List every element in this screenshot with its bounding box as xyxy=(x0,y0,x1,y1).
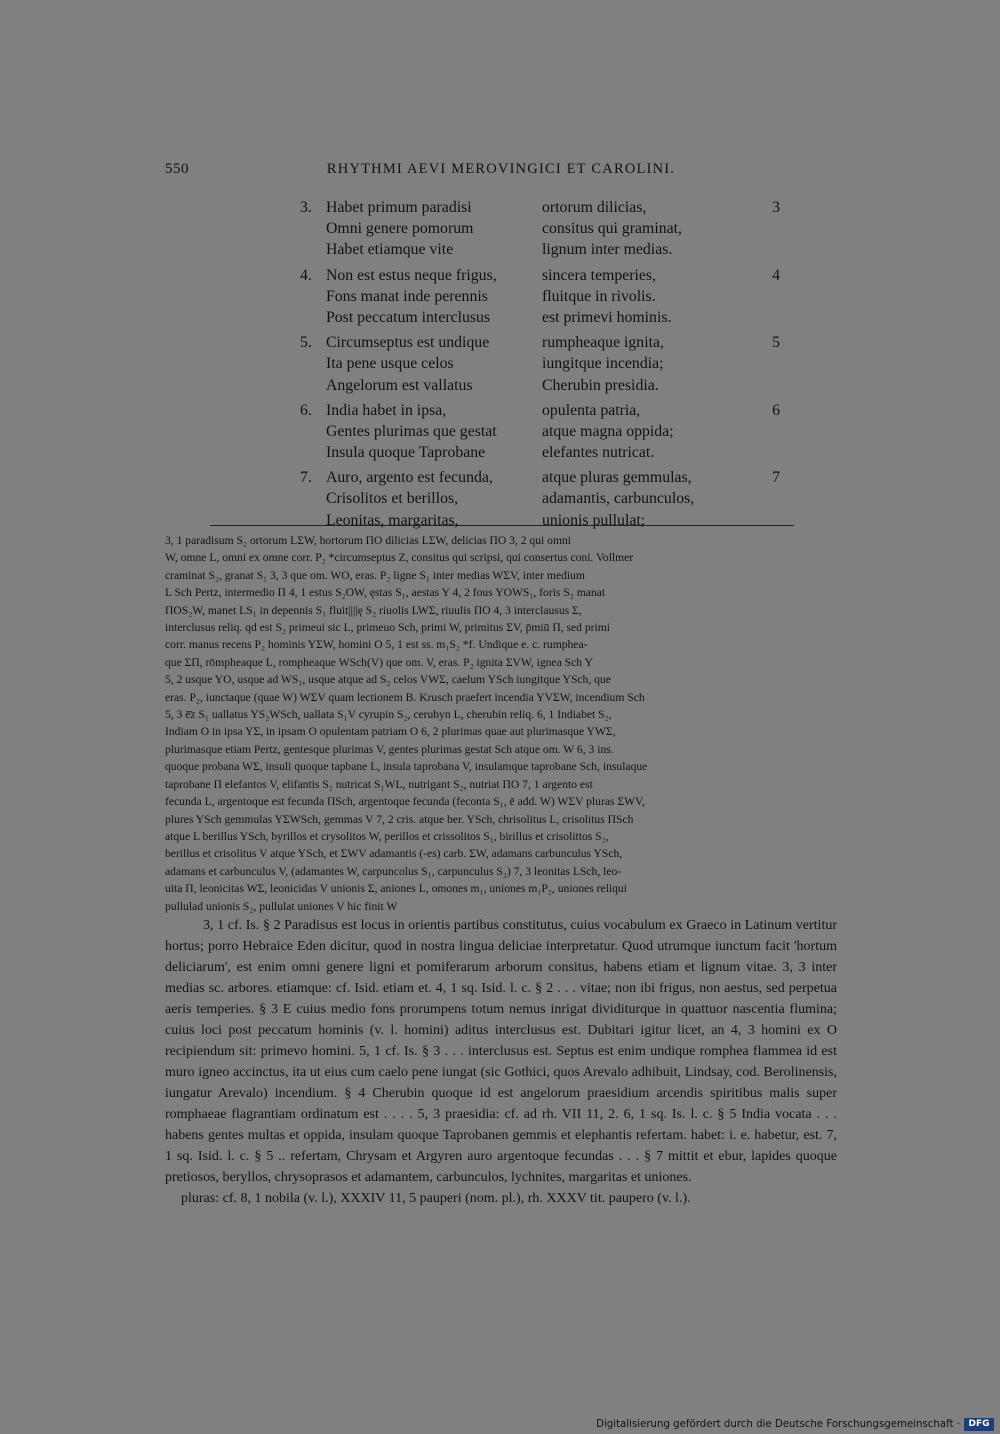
apparatus-line: plurimasque etiam Pertz, gentesque plurimas V, gentes plurimas gestat Sch atque om. W 6, 3 ins. xyxy=(165,742,614,756)
margin-stanza-number xyxy=(752,510,780,531)
verse-right-half: atque pluras gemmulas, xyxy=(542,469,692,487)
commentary xyxy=(165,915,837,1209)
margin-stanza-number xyxy=(752,375,780,396)
margin-stanza-number: 4 xyxy=(772,266,780,284)
verse-left-half: Fons manat inde perennis xyxy=(326,287,488,305)
margin-stanza-number xyxy=(752,239,780,260)
stanza xyxy=(300,197,780,261)
stanza-number: 4. xyxy=(300,266,312,284)
verse-line xyxy=(300,400,780,421)
verse-line xyxy=(300,375,780,396)
verse-right-half: unionis pullulat; xyxy=(542,511,646,529)
stanza-number xyxy=(300,510,326,531)
verse-right-half: ortorum dilicias, xyxy=(542,199,647,216)
verse-left-half: Auro, argento est fecunda, xyxy=(326,469,493,487)
apparatus-line: uita Π, leonicitas WΣ, leonicidas V unionis Σ, aniones L, omones m₁, uniones m₁P₂, uniones reliqui xyxy=(165,882,627,896)
verse-line xyxy=(300,197,780,218)
poem-text xyxy=(300,197,780,535)
apparatus-line: plures YSch gemmulas YΣWSch, gemmas V 7, 2 cris. atque ber. YSch, chrisolitus L, crisolitus ΠSch xyxy=(165,812,634,826)
verse-line xyxy=(300,239,780,260)
stanza-number xyxy=(300,442,326,463)
verse-right-half: elefantes nutricat. xyxy=(542,444,655,462)
margin-stanza-number xyxy=(752,218,780,239)
apparatus-line: que ΣΠ, rōmpheaque L, rompheaque WSch(V) que om. V, eras. P₂ ignita ΣVW, ignea Sch Y xyxy=(165,655,593,669)
stanza-number xyxy=(300,488,326,509)
margin-stanza-number: 5 xyxy=(772,334,780,352)
stanza-number xyxy=(300,421,326,442)
apparatus-line: Indiam O in ipsa YΣ, in ipsam O opulentam patriam O 6, 2 plurimas quae aut plurimasque YWΣ, xyxy=(165,725,616,739)
apparatus-line: quoque probana WΣ, insuli quoque tapbane L, insula taprobana V, insulamque taprobane Sch, insulaque xyxy=(165,760,648,774)
apparatus-line: L Sch Pertz, intermedio Π 4, 1 estus S₂OW, ęstas S₁, aestas Y 4, 2 fous YOWS₁, foris S₂ manat xyxy=(165,586,606,600)
margin-stanza-number xyxy=(752,421,780,442)
verse-right-half: consitus qui graminat, xyxy=(542,220,682,238)
commentary-paragraph: 3, 1 cf. Is. § 2 Paradisus est locus in orientis partibus constitutus, cuius vocabulum ex Graeco in Latinum vertitur hortus; porro Hebraice Eden dicitur, quod in nostra lingua deliciae interpretatur. Quod utrumque iunctum facit 'hortum deliciarum', est enim omni genere ligni et pomiferarum arborum consitus, habens etiam et lignum vitae. 3, 3 inter medias sc. arbores. etiamque: cf. Isid. etiam et. 4, 1 sq. Isid. l. c. § 2 . . . vitae; non ibi frigus, non aestus, sed perpetua aeris temperies. § 3 E cuius medio fons prorumpens totum nemus inrigat dividiturque in quattuor nascentia flumina; cuius loci post peccatum hominis (v. l. homini) aditus interclusus est. Dubitari igitur licet, an 4, 3 homini ex O recipiendum sit: primevo homini. 5, 1 cf. Is. § 3 . . . interclusus est. Septus est enim undique romphea flammea id est muro igneo accinctus, ita ut eius cum caelo pene iungat (sic Gothici, quos Arevalo adhibuit, Lindsay, cod. Berolinensis, iungatur Arevalo) incendium. § 4 Cherubin quoque id est angelorum praesidium arcendis spiritibus malis super romphaeae flagrantiam ordinatum est . . . . 5, 3 praesidia: cf. ad rh. VII 11, 2. 6, 1 sq. Is. l. c. § 5 India vocata . . . habens gentes multas et oppida, insulam quoque Taprobanen gemmis et elephantis refertam. habet: i. e. habetur, est. 7, 1 sq. Isid. l. c. § 5 .. refertam, Chrysam et Argyren auro argentoque fecundas . . . § 7 mittit et ebur, lapides quoque pretiosos, beryllos, chrysoprasos et adamantem, carbunculos, lychnites, margaritas et uniones. xyxy=(165,918,837,1185)
commentary-last-line: pluras: cf. 8, 1 nobila (v. l.), XXXIV 11, 5 pauperi (nom. pl.), rh. XXXV tit. paupero (v. l.). xyxy=(181,1191,691,1206)
verse-left-half: Habet etiamque vite xyxy=(326,241,454,259)
verse-right-half: lignum inter medias. xyxy=(542,241,673,259)
apparatus-line: interclusus reliq. qd est S₂ primeui sic L, primeuo Sch, primi W, primitus ΣV, p̄miū Π, sed primi xyxy=(165,621,610,635)
verse-left-half: Ita pene usque celos xyxy=(326,355,454,373)
verse-right-half: atque magna oppida; xyxy=(542,422,674,440)
separator-rule xyxy=(210,525,794,526)
apparatus-line: berillus et crisolitus V atque YSch, et ΣWV adamantis (-es) carb. ΣW, adamans carbunculus YSch, xyxy=(165,847,623,861)
verse-left-half: Insula quoque Taprobane xyxy=(326,444,486,462)
stanza xyxy=(300,265,780,329)
footer xyxy=(0,1417,1000,1434)
margin-stanza-number: 7 xyxy=(772,469,780,487)
margin-stanza-number: 3 xyxy=(772,199,780,216)
verse-line xyxy=(300,421,780,442)
dfg-logo-icon: DFG xyxy=(964,1418,994,1431)
critical-apparatus xyxy=(165,532,837,915)
stanza-number xyxy=(300,239,326,260)
footer-credit: Digitalisierung gefördert durch die Deutsche Forschungsgemeinschaft · xyxy=(596,1419,960,1430)
verse-line xyxy=(300,332,780,353)
stanza-number: 5. xyxy=(300,334,312,352)
verse-line xyxy=(300,467,780,488)
apparatus-line: pullulad unionis S₂, pullulat uniones V hic finit W xyxy=(165,899,398,913)
margin-stanza-number xyxy=(752,286,780,307)
stanza-number xyxy=(300,286,326,307)
apparatus-line: 5, 2 usque YO, usque ad WS₁, usque atque ad S₂ celos VWΣ, caelum YSch iungitque YSch, que xyxy=(165,673,611,687)
stanza xyxy=(300,400,780,464)
verse-right-half: rumpheaque ignita, xyxy=(542,334,664,352)
stanza-number xyxy=(300,307,326,328)
verse-line xyxy=(300,218,780,239)
verse-line xyxy=(300,510,780,531)
verse-line xyxy=(300,442,780,463)
stanza xyxy=(300,332,780,396)
verse-left-half: Omni genere pomorum xyxy=(326,220,474,238)
apparatus-line: 5, 3 ē̄z S₁ uallatus YS₂WSch, uallata S₁V cyrupin S₂, cerubyn L, cherubin reliq. 6, 1 Indiabet S₂, xyxy=(165,708,612,722)
verse-right-half: adamantis, carbunculos, xyxy=(542,490,695,508)
verse-left-half: Non est estus neque frigus, xyxy=(326,266,497,284)
verse-left-half: Crisolitos et berillos, xyxy=(326,490,459,508)
apparatus-line: ΠOS₂W, manet LS₁ in depennis S₁ fluit||||ę S₂ riuolis LWΣ, riuulis ΠO 4, 3 interclausus Σ, xyxy=(165,603,582,617)
running-title: RHYTHMI AEVI MEROVINGICI ET CAROLINI. xyxy=(326,161,676,177)
verse-left-half: India habet in ipsa, xyxy=(326,401,447,419)
stanza-number: 3. xyxy=(300,199,312,216)
verse-right-half: est primevi hominis. xyxy=(542,308,672,326)
margin-stanza-number xyxy=(752,353,780,374)
margin-stanza-number xyxy=(752,307,780,328)
stanza xyxy=(300,467,780,531)
apparatus-line: craminat S₂, granat S₁ 3, 3 que om. WO, eras. P₂ ligne S₁ inter medias WΣV, inter medium xyxy=(165,568,585,582)
stanza-number xyxy=(300,353,326,374)
verse-left-half: Circumseptus est undique xyxy=(326,334,490,352)
verse-line xyxy=(300,488,780,509)
stanza-number: 7. xyxy=(300,469,312,487)
margin-stanza-number: 6 xyxy=(772,401,780,419)
verse-left-half: Angelorum est vallatus xyxy=(326,376,473,394)
apparatus-line: W, omne L, omni ex omne corr. P₂ *circumseptus Z, consitus qui scripsi, qui consertus coni. Vollmer xyxy=(165,551,634,565)
verse-line xyxy=(300,265,780,286)
verse-line xyxy=(300,307,780,328)
verse-right-half: iungitque incendia; xyxy=(542,355,664,373)
verse-line xyxy=(300,286,780,307)
verse-left-half: Leonitas, margaritas, xyxy=(326,511,459,529)
page-number: 550 xyxy=(165,161,189,177)
apparatus-line: fecunda L, argentoque est fecunda ΠSch, argentoque fecunda (feconta S₁, ē add. W) WΣV pluras ΣWV, xyxy=(165,795,645,809)
stanza-number xyxy=(300,375,326,396)
apparatus-line: adamans et carbunculus V, (adamantes W, carpuncolus S₁, carpunculus S₂) 7, 3 leonitas LSch, leo- xyxy=(165,864,622,878)
verse-right-half: opulenta patria, xyxy=(542,401,641,419)
margin-stanza-number xyxy=(752,442,780,463)
verse-left-half: Habet primum paradisi xyxy=(326,199,472,216)
apparatus-line: corr. manus recens P₂ hominis YΣW, homini O 5, 1 est ss. m₁S₂ *f. Undique e. c. rumphea- xyxy=(165,638,588,652)
verse-right-half: fluitque in rivolis. xyxy=(542,287,656,305)
verse-left-half: Gentes plurimas que gestat xyxy=(326,422,497,440)
apparatus-line: eras. P₂, iunctaque (quae W) WΣV quam lectionem B. Krusch praefert incendia YVΣW, incendium Sch xyxy=(165,690,645,704)
stanza-number xyxy=(300,218,326,239)
page-header xyxy=(165,161,837,181)
margin-stanza-number xyxy=(752,488,780,509)
stanza-number: 6. xyxy=(300,401,312,419)
verse-left-half: Post peccatum interclusus xyxy=(326,308,491,326)
verse-line xyxy=(300,353,780,374)
apparatus-line: taprobane Π elefantos V, elifantis S₂ nutricat S₁WL, nutrigant S₂, nutriat ΠO 7, 1 argento est xyxy=(165,777,593,791)
verse-right-half: Cherubin presidia. xyxy=(542,376,659,394)
apparatus-line: 3, 1 paradisum S₂ ortorum LΣW, hortorum ΠO dilicias LΣW, delicias ΠO 3, 2 qui omni xyxy=(165,534,571,547)
verse-right-half: sincera temperies, xyxy=(542,266,657,284)
apparatus-line: atque L berillus YSch, byrillos et crysolitos W, perillos et crissolitos S₁, birillus et crisolittos S₂, xyxy=(165,829,609,843)
